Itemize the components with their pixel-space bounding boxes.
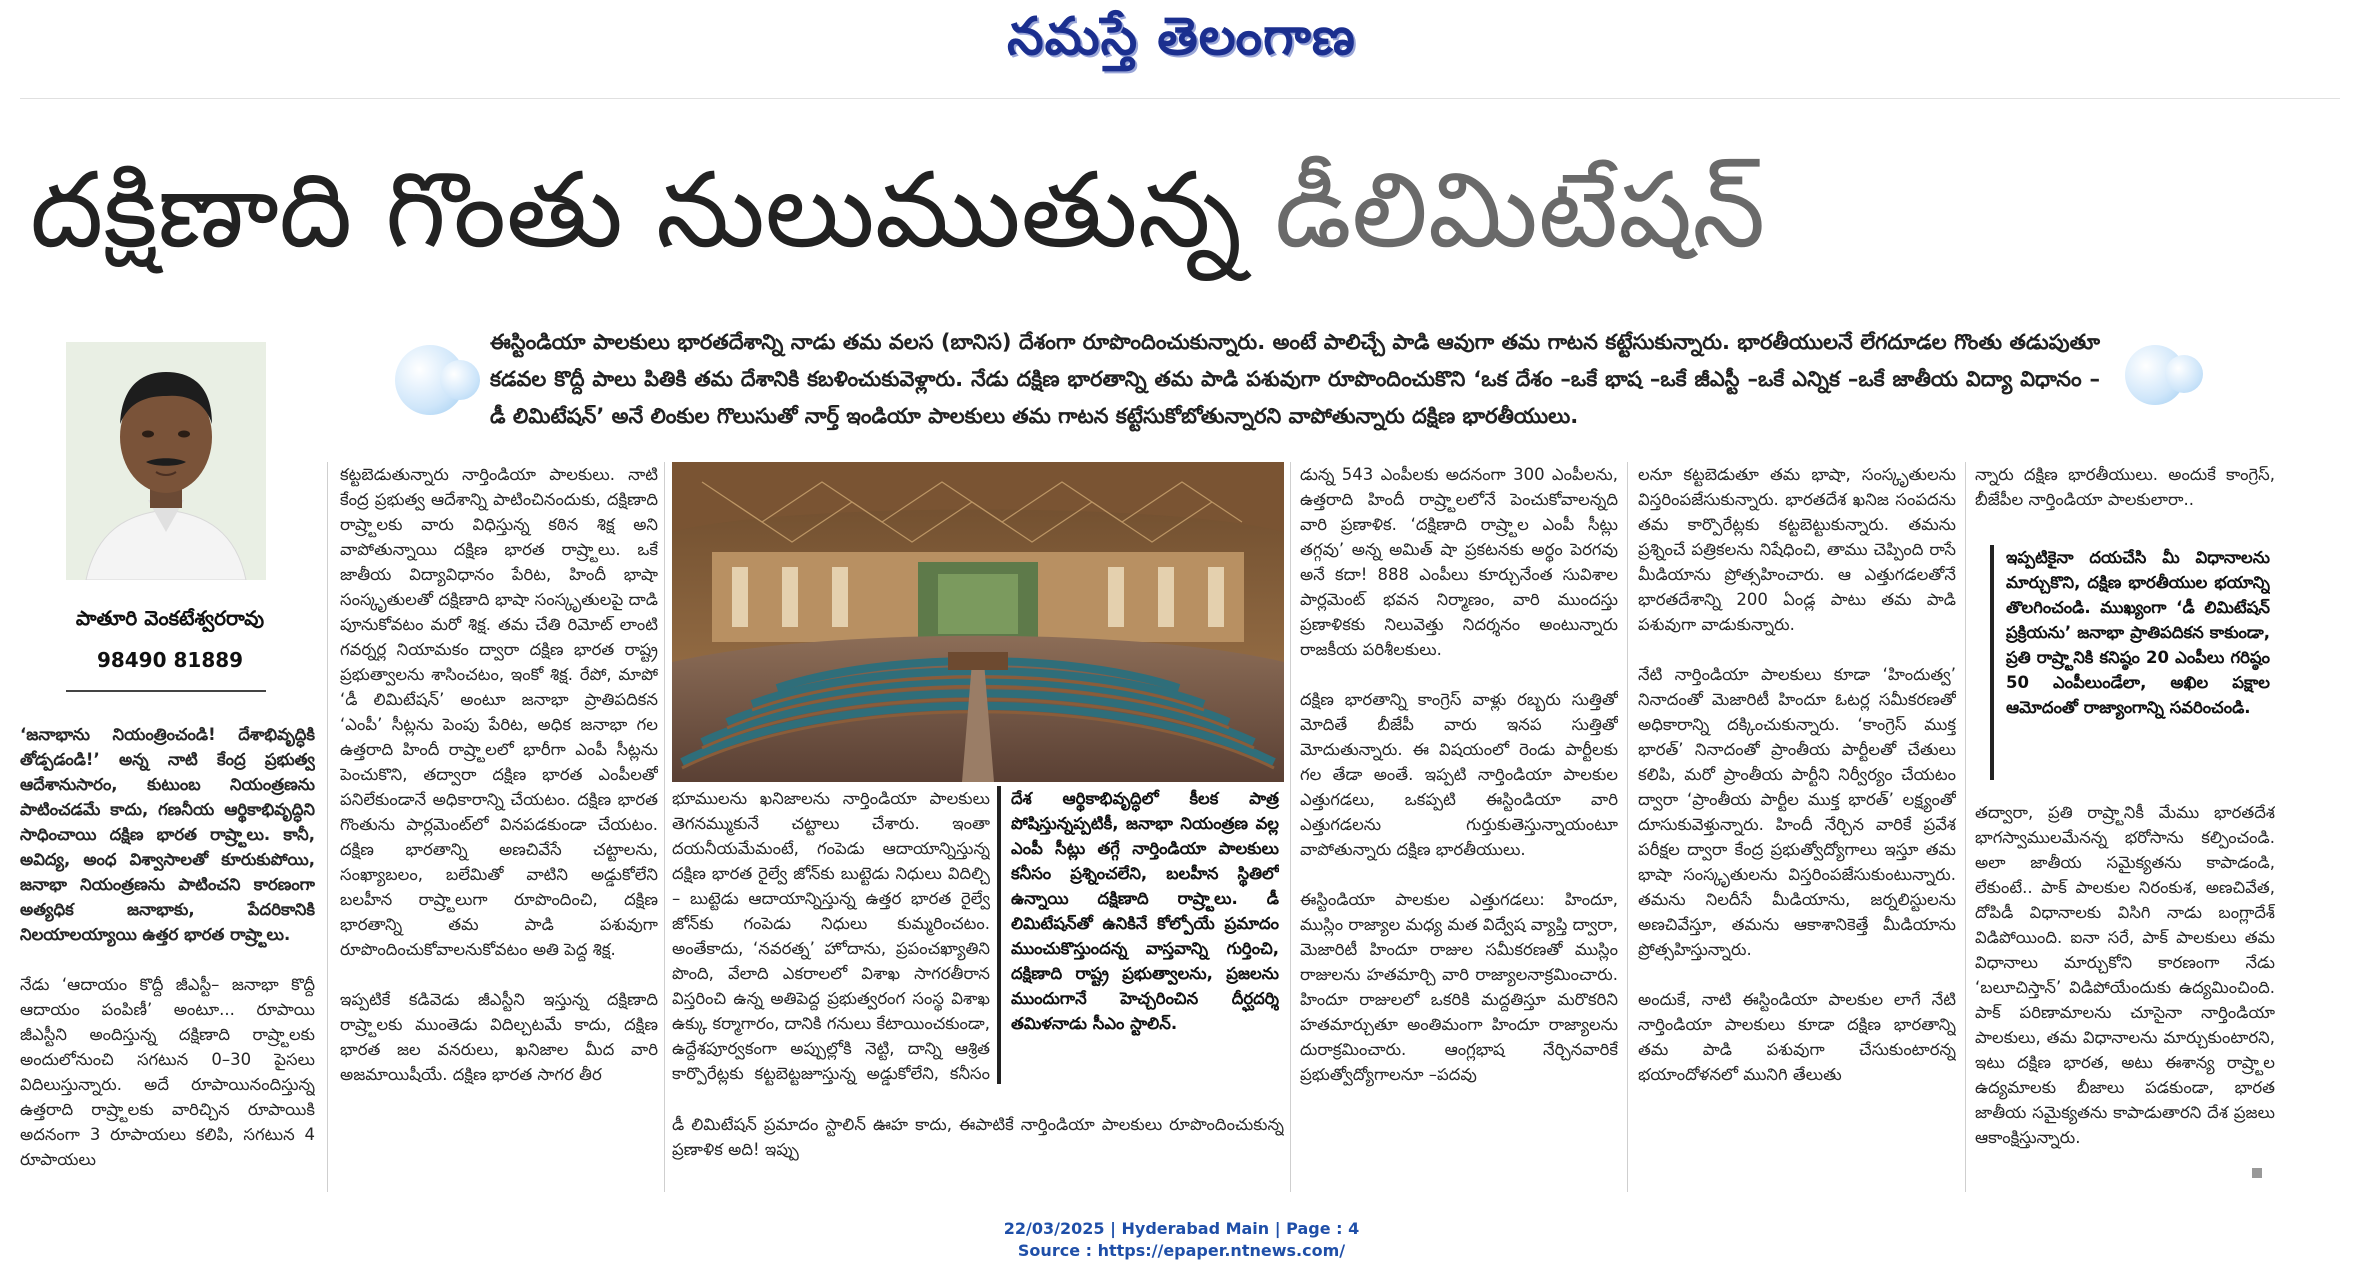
- column-5: [1638, 462, 1956, 1192]
- footer-source: Source : https://epaper.ntnews.com/: [1017, 1241, 1346, 1260]
- col5-paragraph-2: నేటి నార్తిండియా పాలకులు కూడా ‘హిందుత్వ’ నినాదంతో మెజారిటీ హిందూ ఓటర్ల సమీకరణతో అధికారాన్ని దక్కించుకున్నారు. ‘కాంగ్రెస్‌ ముక్త భారత్‌’ నినాదంతో ప్రాంతీయ పార్టీలతో చేతులు కలిపి, మరో ప్రాంతీయ పార్టీని నిర్వీర్యం చేయటం ద్వారా ‘ప్రాంతీయ పార్టీల ముక్త భారత్‌’ లక్ష్యంతో దూసుకువెళ్తున్నారు. హిందీ నేర్చిన వారికే ప్రవేశ పరీక్షల ద్వారా కేంద్ర ప్రభుత్వోద్యోగాలు ఇస్తూ తమ భాషా సంస్కృతులను విస్తరింపజేసుకుంటున్నారు. తమను నిలదీసే మీడియాను, జర్నలిస్టులను అణచివేస్తూ, తమను ఆకాశానికెత్తే మీడియాను ప్రోత్సహిస్తున్నారు.: [1638, 665, 1956, 959]
- masthead-title: నమస్తే తెలంగాణ: [1007, 6, 1356, 67]
- column-divider: [1290, 462, 1291, 1192]
- top-divider: [20, 98, 2340, 99]
- author-phone: 98490 81889: [96, 648, 244, 672]
- author-name: పాతూరి వెంకటేశ్వరరావు: [75, 606, 265, 630]
- col4-paragraph-3: ఈస్టిండియా పాలకుల ఎత్తుగడలు: హిందూ, ముస్లిం రాజ్యాల మధ్య మత విద్వేష వ్యాప్తి ద్వారా, మెజారిటీ హిందూ రాజుల సమీకరణతో ముస్లిం రాజులను హతమార్చి వారి రాజ్యాలనాక్రమించారు. హిందూ రాజులలో ఒకరికి మద్దతిస్తూ మరొకరిని హతమార్చుతూ అంతిమంగా హిందూ రాజ్యాలను దురాక్రమించారు. ఆంగ్లభాష నేర్చినవారికే ప్రభుత్వోద్యోగాలనూ –పదవు: [1300, 890, 1618, 1084]
- col3-paragraph-2: డీ లిమిటేషన్‌ ప్రమాదం స్టాలిన్‌ ఊహ కాదు, ఈపాటికే నార్తిండియా పాలకులు రూపొందించుకున్న ప్రణాళిక అది! ఇప్పు: [672, 1115, 1284, 1159]
- column-3-continued: [672, 1112, 1284, 1192]
- col6-paragraph-2: తద్వారా, ప్రతి రాష్ర్టానికీ మేము భారతదేశ భాగస్వాములమేనన్న భరోసాను కల్పించండి. అలా జాతీయ సమైక్యతను కాపాడండి, లేకుంటే.. పాక్‌ పాలకుల నిరంకుశ, అణచివేత, దోపిడీ విధానాలకు విసిగి నాడు బంగ్లాదేశ్‌ విడిపోయింది. ఐనా సరే, పాక్‌ పాలకులు తమ విధానాలు మార్చుకోని కారణంగా నేడు ‘బలూచిస్తాన్‌’ విడిపోయేందుకు ఉద్యమించింది. పాక్‌ పరిణామాలను చూసైనా నార్తిండియా పాలకులు, తమ విధానాలను మార్చుకుంటారని, ఇటు దక్షిణ భారత, అటు ఈశాన్య రాష్ర్టాల ఉద్యమాలకు బీజాలు పడకుండా, భారత జాతీయ సమైక్యతను కాపాడుతారని దేశ ప్రజలు ఆకాంక్షిస్తున్నారు.: [1975, 803, 2275, 1147]
- callout-box: దేశ ఆర్థికాభివృద్ధిలో కీలక పాత్ర పోషిస్తున్నప్పటికీ, జనాభా నియంత్రణ వల్ల ఎంపీ సీట్లు తగ్గే నార్తిండియా పాలకులు కనీసం ప్రశ్నించలేని, బలహీన స్థితిలో ఉన్నాయి దక్షిణాది రాష్ర్టాలు. డీ లిమిటేషన్‌తో ఉనికినే కోల్పోయే ప్రమాదం ముంచుకొస్తుందన్న వాస్తవాన్ని గుర్తించి, దక్షిణాది రాష్ట్ర ప్రభుత్వాలను, ప్రజలను ముందుగానే హెచ్చరించిన దీర్ఘదర్శి తమిళనాడు సీఎం స్టాలిన్‌.: [997, 786, 1279, 1084]
- col2-paragraph-2: ఇప్పటికే కడివెడు జీఎస్టీని ఇస్తున్న దక్షిణాది రాష్ర్టాలకు ముంతెడు విదిల్చటమే కాదు, దక్షిణ భారత జల వనరులు, ఖనిజాల మీద వారి అజమాయిషీయే. దక్షిణ భారత సాగర తీర: [340, 990, 658, 1084]
- col6-paragraph-1: న్నారు దక్షిణ భారతీయులు. అందుకే కాంగ్రెస్‌, బీజేపీల నార్తిండియా పాలకులారా..: [1975, 465, 2275, 509]
- col5-paragraph-3: అందుకే, నాటి ఈస్టిండియా పాలకుల లాగే నేటి నార్తిండియా పాలకులు కూడా దక్షిణ భారతాన్ని తమ పాడి పశువుగా చేసుకుంటారన్న భయాందోళనలో మునిగి తేలుతు: [1638, 990, 1956, 1084]
- author-photo: [66, 342, 266, 580]
- author-divider: [66, 690, 266, 692]
- col5-paragraph-1: లనూ కట్టబెడుతూ తమ భాషా, సంస్కృతులను విస్తరింపజేసుకున్నారు. భారతదేశ ఖనిజ సంపదను తమ కార్పొరేట్లకు కట్టబెట్టుకున్నారు. తమను ప్రశ్నించే పత్రికలను నిషేధించి, తాము చెప్పింది రాసే మీడియాను ప్రోత్సహించారు. ఆ ఎత్తుగడలతోనే భారతదేశాన్ని 200 ఏండ్ల పాటు తమ పాడి పశువుగా వాడుకున్నారు.: [1638, 465, 1956, 634]
- column-3: [672, 786, 990, 1086]
- headline-part1: దక్షిణాది గొంతు నులుముతున్న: [30, 149, 1242, 271]
- headline-part2: డీలిమిటేషన్: [1274, 149, 1766, 271]
- col4-paragraph-2: దక్షిణ భారతాన్ని కాంగ్రెస్‌ వాళ్లు రబ్బరు సుత్తితో మోదితే బీజేపీ వారు ఇనప సుత్తితో మోదుతున్నారు. ఈ విషయంలో రెండు పార్టీలకు గల తేడా అంతే. ఇప్పటి నార్తిండియా పాలకుల ఎత్తుగడలు, ఒకప్పటి ఈస్టిండియా వారి ఎత్తుగడలను గుర్తుకుతెస్తున్నాయంటూ వాపోతున్నారు దక్షిణ భారతీయులు.: [1300, 690, 1618, 859]
- column-6-top: [1975, 462, 2275, 522]
- headline: [30, 120, 2350, 300]
- column-6: [1975, 800, 2275, 1160]
- deck-intro: ఈస్టిండియా పాలకులు భారతదేశాన్ని నాడు తమ వలస (బానిస) దేశంగా రూపొందించుకున్నారు. అంటే పాలిచ్చే పాడి ఆవుగా తమ గాటన కట్టేసుకున్నారు. భారతీయులనే లేగదూడల గొంతు తడుపుతూ కడవల కొద్దీ పాలు పితికి తమ దేశానికి కబళించుకువెళ్లారు. నేడు దక్షిణ భారతాన్ని తమ పాడి పశువుగా రూపొందించుకొని ‘ఒక దేశం –ఒకే భాష –ఒకే జీఎస్టీ –ఒకే ఎన్నిక –ఒకే జాతీయ విద్యా విధానం –డీ లిమిటేషన్‌’ అనే లింకుల గొలుసుతో నార్త్‌ ఇండియా పాలకులు తమ గాటన కట్టేసుకోబోతున్నారని వాపోతున్నారు దక్షిణ భారతీయులు.: [490, 330, 2100, 428]
- col3-paragraph-1: భూములను ఖనిజాలను నార్తిండియా పాలకులు తెగనమ్ముకునే చట్టాలు చేశారు. ఇంతా దయనీయమేమంటే, గంపెడు ఆదాయాన్నిస్తున్న దక్షిణ భారత రైల్వే జోన్‌కు బుట్టెడు నిధులు విదిల్చి – బుట్టెడు ఆదాయాన్నిస్తున్న ఉత్తర భారత రైల్వే జోన్‌కు గంపెడు నిధులు కుమ్మరించటం. అంతేకాదు, ‘నవరత్న’ హోదాను, ప్రపంచఖ్యాతిని పొంది, వేలాది ఎకరాలలో విశాఖ సాగరతీరాన విస్తరించి ఉన్న అతిపెద్ద ప్రభుత్వరంగ సంస్థ విశాఖ ఉక్కు కర్మాగారం, దానికి గనులు కేటాయించకుండా, ఉద్దేశపూర్వకంగా అప్పుల్లోకి నెట్టి, దాన్ని ఆశ్రిత కార్పొరేట్లకు కట్టబెట్టజూస్తున్న అడ్డుకోలేని, కనీసం: [672, 789, 990, 1083]
- parliament-photo: [672, 462, 1284, 782]
- column-1: [20, 722, 315, 1192]
- col1-paragraph-1: ‘జనాభాను నియంత్రించండి! దేశాభివృద్ధికి తోడ్పడండి!’ అన్న నాటి కేంద్ర ప్రభుత్వ ఆదేశానుసారం, కుటుంబ నియంత్రణను పాటించడమే కాదు, గణనీయ ఆర్థికాభివృద్ధిని సాధించాయి దక్షిణ భారత రాష్ర్టాలు. కానీ, అవిద్య, అంధ విశ్వాసాలతో కూరుకుపోయి, జనాభా నియంత్రణను పాటించని కారణంగా అత్యధిక జనాభాకు, పేదరికానికి నిలయాలయ్యాయి ఉత్తర భారత రాష్ర్టాలు.: [20, 725, 315, 944]
- footer: [0, 1218, 2363, 1262]
- masthead: [0, 0, 2363, 80]
- column-divider: [664, 462, 665, 1192]
- column-divider: [1627, 462, 1628, 1192]
- end-mark: [2252, 1168, 2262, 1178]
- column-2: [340, 462, 658, 1192]
- pull-quote: ఇప్పటికైనా దయచేసి మీ విధానాలను మార్చుకొని, దక్షిణ భారతీయుల భయాన్ని తొలగించండి. ముఖ్యంగా ‘డీ లిమిటేషన్‌ ప్రక్రియను’ జనాభా ప్రాతిపదికన కాకుండా, ప్రతి రాష్ర్టానికి కనిష్ఠం 20 ఎంపీలు గరిష్ఠం 50 ఎంపీలుండేలా, అఖిల పక్షాల ఆమోదంతో రాజ్యాంగాన్ని సవరించండి.: [1990, 545, 2270, 780]
- col4-paragraph-1: డున్న 543 ఎంపీలకు అదనంగా 300 ఎంపీలను, ఉత్తరాది హిందీ రాష్ర్టాలలోనే పెంచుకోవాలన్నది వారి ప్రణాళిక. ‘దక్షిణాది రాష్ర్టాల ఎంపీ సీట్లు తగ్గవు’ అన్న అమిత్‌ షా ప్రకటనకు అర్థం పెరగవు అనే కదా! 888 ఎంపీలు కూర్చునేంత సువిశాల పార్లమెంట్‌ భవన నిర్మాణం, వారి ముందస్తు ప్రణాళికకు నిలువెత్తు నిదర్శనం అంటున్నారు రాజకీయ పరిశీలకులు.: [1300, 465, 1618, 659]
- decor-bubble-icon: [2165, 355, 2203, 393]
- author-portrait-icon: [66, 342, 266, 580]
- footer-dateline: 22/03/2025 | Hyderabad Main | Page : 4: [1003, 1219, 1360, 1238]
- column-4: [1300, 462, 1618, 1192]
- decor-bubble-icon: [440, 360, 480, 400]
- parliament-chamber-icon: [672, 462, 1284, 782]
- column-divider: [1965, 462, 1966, 1192]
- column-divider: [327, 462, 328, 1192]
- col1-paragraph-2: నేడు ‘ఆదాయం కొద్దీ జీఎస్టీ– జనాభా కొద్దీ ఆదాయం పంపిణీ’ అంటూ... రూపాయి జీఎస్టీని అందిస్తున్న దక్షిణాది రాష్ర్టాలకు అందులోనుంచి సగటున 0–30 పైసలు విదిలుస్తున్నారు. అదే రూపాయినందిస్తున్న ఉత్తరాది రాష్ర్టాలకు వారిచ్చిన రూపాయికి అదనంగా 3 రూపాయలు కలిపి, సగటున 4 రూపాయలు: [20, 975, 315, 1169]
- col2-paragraph-1: కట్టబెడుతున్నారు నార్తిండియా పాలకులు. నాటి కేంద్ర ప్రభుత్వ ఆదేశాన్ని పాటించినందుకు, దక్షిణాది రాష్ర్టాలకు వారు విధిస్తున్న కఠిన శిక్ష అని వాపోతున్నాయి దక్షిణ భారత రాష్ర్టాలు. ఒకే జాతీయ విద్యావిధానం పేరిట, హిందీ భాషా సంస్కృతులతో దక్షిణాది భాషా సంస్కృతులపై దాడి పూనుకోవటం మరో శిక్ష. తమ చేతి రిమోట్‌ లాంటి గవర్నర్ల నియామకం ద్వారా దక్షిణ భారత రాష్ట్ర ప్రభుత్వాలను శాసించటం, ఇంకో శిక్ష. రేపో, మాపో ‘డీ లిమిటేషన్‌’ అంటూ జనాభా ప్రాతిపదికన ‘ఎంపీ’ సీట్లను పెంపు పేరిట, అధిక జనాభా గల ఉత్తరాది హిందీ రాష్ర్టాలలో భారీగా ఎంపీ సీట్లను పెంచుకొని, తద్వారా దక్షిణ భారత ఎంపీలతో పనిలేకుండానే అధికారాన్ని చేయటం. దక్షిణ భారత గొంతును పార్లమెంట్‌లో వినపడకుండా చేయటం. దక్షిణ భారతాన్ని అణచివేసే చట్టాలను, సంఖ్యాబలం, బలేమితో వాటిని అడ్డుకోలేని బలహీన రాష్ర్టాలుగా రూపొందించి, దక్షిణ భారతాన్ని తమ పాడి పశువుగా రూపొందించుకోవాలనుకోవటం అతి పెద్ద శిక్ష.: [340, 465, 658, 959]
